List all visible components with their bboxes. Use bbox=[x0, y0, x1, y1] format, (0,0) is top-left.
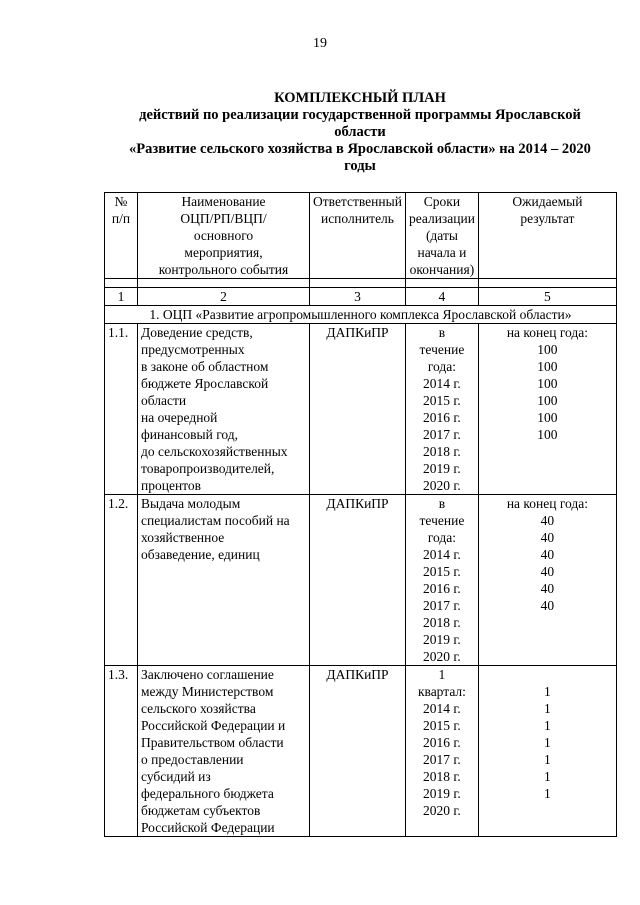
event-name-line: между Министерством bbox=[141, 684, 274, 699]
event-name-line: области bbox=[141, 393, 187, 408]
row-number: 1.1. bbox=[105, 324, 138, 495]
result-line: 40 bbox=[540, 513, 555, 528]
title-line-4: «Развитие сельского хозяйства в Ярославской области» на 2014 – 2020 bbox=[129, 141, 591, 157]
table-header-row bbox=[105, 193, 617, 279]
deadline-line: 2019 г. bbox=[423, 632, 461, 647]
result-line: 100 bbox=[537, 410, 558, 425]
event-name-line: о предоставлении bbox=[141, 752, 244, 767]
event-name-line: Правительством области bbox=[141, 735, 284, 750]
result-line: 1 bbox=[544, 684, 551, 699]
deadline-line: 2014 г. bbox=[423, 547, 461, 562]
result-line: на конец года: bbox=[506, 496, 589, 511]
title-line-3: области bbox=[334, 124, 386, 140]
header-spacer-row bbox=[105, 279, 617, 288]
table-row bbox=[105, 666, 617, 837]
deadline-line: 2015 г. bbox=[423, 718, 461, 733]
deadline-line: течение bbox=[419, 342, 465, 357]
event-name-line: бюджетам субъектов bbox=[141, 803, 261, 818]
header-cell-text: Ожидаемый bbox=[512, 194, 583, 209]
deadline bbox=[405, 324, 478, 495]
header-cell-text: ОЦП/РП/ВЦП/ bbox=[180, 211, 267, 226]
column-number-cell: 4 bbox=[405, 288, 478, 306]
deadline bbox=[405, 666, 478, 837]
deadline-line: 2014 г. bbox=[423, 701, 461, 716]
row-number: 1.3. bbox=[105, 666, 138, 837]
event-name-line: предусмотренных bbox=[141, 342, 245, 357]
executor: ДАПКиПР bbox=[310, 666, 406, 837]
executor: ДАПКиПР bbox=[310, 324, 406, 495]
header-cell-text: реализации bbox=[408, 211, 475, 226]
table-row bbox=[105, 495, 617, 666]
deadline-line: 2017 г. bbox=[423, 598, 461, 613]
header-cell-text: п/п bbox=[111, 211, 131, 226]
event-name-line: обзаведение, единиц bbox=[141, 547, 260, 562]
result-line: 40 bbox=[540, 547, 555, 562]
deadline-line: 2016 г. bbox=[423, 581, 461, 596]
deadline bbox=[405, 495, 478, 666]
expected-result bbox=[478, 495, 616, 666]
event-name-line: Российской Федерации и bbox=[141, 718, 286, 733]
header-cell-4 bbox=[405, 193, 478, 279]
header-cell-text: Сроки bbox=[423, 194, 461, 209]
result-line: 1 bbox=[544, 786, 551, 801]
page-number: 19 bbox=[313, 36, 327, 51]
result-line: 100 bbox=[537, 393, 558, 408]
column-number-cell: 1 bbox=[105, 288, 138, 306]
header-cell-text: исполнитель bbox=[320, 211, 394, 226]
header-cell-text: основного bbox=[193, 228, 254, 243]
result-line: 1 bbox=[544, 718, 551, 733]
section-row bbox=[105, 306, 617, 324]
result-line: 100 bbox=[537, 376, 558, 391]
header-cell-text: Наименование bbox=[181, 194, 266, 209]
event-name-line: хозяйственное bbox=[141, 530, 225, 545]
result-line: 100 bbox=[537, 359, 558, 374]
event-name-line: Российской Федерации bbox=[141, 820, 275, 835]
result-line: 40 bbox=[540, 564, 555, 579]
row-number: 1.2. bbox=[105, 495, 138, 666]
event-name-line: сельского хозяйства bbox=[141, 701, 256, 716]
event-name bbox=[138, 324, 310, 495]
deadline-line: 2020 г. bbox=[423, 649, 461, 664]
title-line-2: действий по реализации государственной программы Ярославской bbox=[139, 107, 581, 123]
column-number-cell: 3 bbox=[310, 288, 406, 306]
deadline-line: квартал: bbox=[417, 684, 466, 699]
result-line: 1 bbox=[544, 735, 551, 750]
expected-result bbox=[478, 324, 616, 495]
event-name-line: в законе об областном bbox=[141, 359, 269, 374]
deadline-line: 2016 г. bbox=[423, 410, 461, 425]
deadline-line: в bbox=[438, 325, 446, 340]
event-name-line: Доведение средств, bbox=[141, 325, 253, 340]
deadline-line: 2019 г. bbox=[423, 786, 461, 801]
event-name-line: специалистам пособий на bbox=[141, 513, 290, 528]
deadline-line: 2017 г. bbox=[423, 427, 461, 442]
title-line-1: КОМПЛЕКСНЫЙ ПЛАН bbox=[274, 90, 446, 106]
result-line: 1 bbox=[544, 752, 551, 767]
deadline-line: 2020 г. bbox=[423, 478, 461, 493]
deadline-line: 2019 г. bbox=[423, 461, 461, 476]
deadline-line: 2018 г. bbox=[423, 769, 461, 784]
section-title: 1. ОЦП «Развитие агропромышленного комплекса Ярославской области» bbox=[105, 306, 617, 324]
header-cell-text: Ответственный bbox=[313, 194, 402, 209]
event-name-line: федерального бюджета bbox=[141, 786, 274, 801]
result-line bbox=[482, 666, 613, 683]
result-line: 40 bbox=[540, 598, 555, 613]
event-name-line: бюджете Ярославской bbox=[141, 376, 269, 391]
event-name bbox=[138, 666, 310, 837]
deadline-line: 2016 г. bbox=[423, 735, 461, 750]
header-cell-text: результат bbox=[520, 211, 575, 226]
deadline-line: течение bbox=[419, 513, 465, 528]
header-cell-text: № bbox=[114, 194, 128, 209]
deadline-line: года: bbox=[427, 530, 457, 545]
spacer-cell bbox=[405, 279, 478, 288]
column-number-cell: 5 bbox=[478, 288, 616, 306]
header-cell-2 bbox=[138, 193, 310, 279]
deadline-line: в bbox=[438, 496, 446, 511]
event-name-line: товаропроизводителей, bbox=[141, 461, 275, 476]
header-cell-1 bbox=[105, 193, 138, 279]
result-line: 40 bbox=[540, 581, 555, 596]
header-cell-text: контрольного события bbox=[158, 262, 289, 277]
spacer-cell bbox=[478, 279, 616, 288]
spacer-cell bbox=[310, 279, 406, 288]
executor: ДАПКиПР bbox=[310, 495, 406, 666]
plan-table bbox=[104, 192, 617, 837]
result-line: 40 bbox=[540, 530, 555, 545]
header-cell-text: начала и bbox=[417, 245, 467, 260]
table-row bbox=[105, 324, 617, 495]
header-cell-text: (даты bbox=[425, 228, 458, 243]
deadline-line: года: bbox=[427, 359, 457, 374]
header-cell-text: окончания) bbox=[409, 262, 475, 277]
event-name-line: Выдача молодым bbox=[141, 496, 241, 511]
header-cell-5 bbox=[478, 193, 616, 279]
deadline-line: 2014 г. bbox=[423, 376, 461, 391]
column-number-row bbox=[105, 288, 617, 306]
result-line: 1 bbox=[544, 769, 551, 784]
result-line: 1 bbox=[544, 701, 551, 716]
deadline-line: 2020 г. bbox=[423, 803, 461, 818]
event-name bbox=[138, 495, 310, 666]
deadline-line: 2015 г. bbox=[423, 393, 461, 408]
header-cell-text: мероприятия, bbox=[184, 245, 263, 260]
event-name-line: на очередной bbox=[141, 410, 218, 425]
deadline-line: 2018 г. bbox=[423, 444, 461, 459]
result-line: на конец года: bbox=[506, 325, 589, 340]
event-name-line: до сельскохозяйственных bbox=[141, 444, 288, 459]
event-name-line: субсидий из bbox=[141, 769, 211, 784]
event-name-line: Заключено соглашение bbox=[141, 667, 274, 682]
column-number-cell: 2 bbox=[138, 288, 310, 306]
deadline-line: 1 bbox=[438, 667, 446, 682]
deadline-line: 2018 г. bbox=[423, 615, 461, 630]
result-line: 100 bbox=[537, 342, 558, 357]
spacer-cell bbox=[138, 279, 310, 288]
header-cell-3 bbox=[310, 193, 406, 279]
deadline-line: 2017 г. bbox=[423, 752, 461, 767]
result-line: 100 bbox=[537, 427, 558, 442]
deadline-line: 2015 г. bbox=[423, 564, 461, 579]
event-name-line: процентов bbox=[141, 478, 202, 493]
title-line-5: годы bbox=[344, 158, 376, 174]
spacer-cell bbox=[105, 279, 138, 288]
expected-result bbox=[478, 666, 616, 837]
document-title bbox=[100, 90, 620, 175]
event-name-line: финансовый год, bbox=[141, 427, 239, 442]
